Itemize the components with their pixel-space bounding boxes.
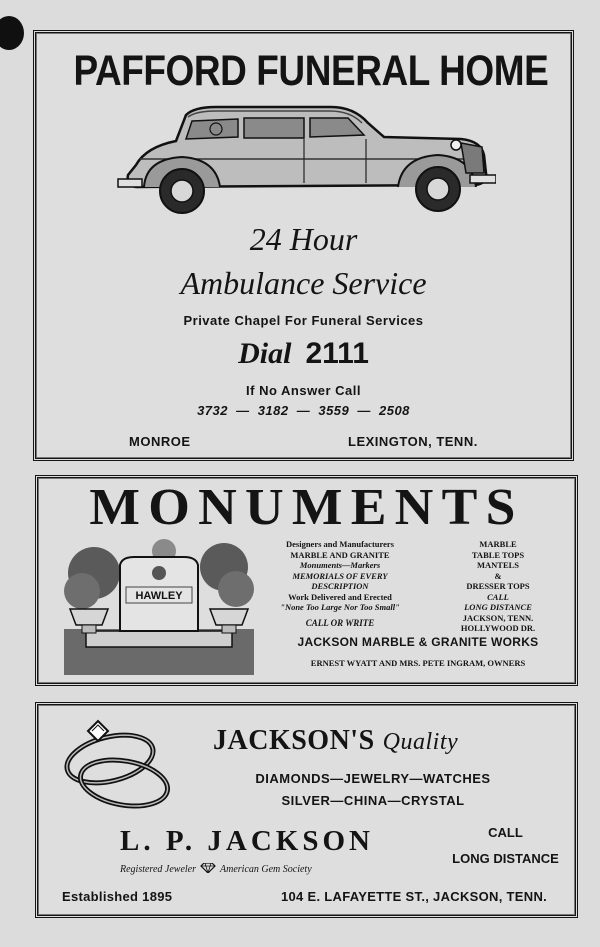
monuments-product-line: TABLE TOPS [471, 549, 525, 560]
dial-line [36, 337, 571, 371]
products-line-2: SILVER—CHINA—CRYSTAL [281, 793, 465, 808]
monuments-service-line: Work Delivered and Erected [288, 591, 392, 602]
jeweler-ad [35, 702, 578, 918]
headstone-illustration [64, 533, 254, 675]
monuments-title: MONUMENTS [89, 479, 524, 536]
rings-illustration [58, 713, 178, 813]
company-name: JACKSON MARBLE & GRANITE WORKS [297, 635, 539, 649]
right-town: LEXINGTON, TENN. [348, 434, 478, 449]
monuments-product-line: MANTELS [476, 560, 520, 570]
alternate-numbers: 3732 — 3182 — 3559 — 2508 [197, 403, 410, 418]
monuments-product-line: & [494, 570, 502, 581]
jeweler-name: L. P. JACKSON [120, 825, 374, 857]
monuments-ad [35, 475, 578, 686]
dial-word: Dial [238, 337, 292, 370]
monuments-services-column [270, 539, 410, 613]
quality-word: Quality [382, 729, 459, 755]
monuments-service-line: MARBLE AND GRANITE [290, 549, 390, 560]
jacksons-quality-headline [213, 725, 458, 757]
monuments-products-column [438, 539, 558, 634]
funeral-home-ad [33, 30, 574, 461]
monuments-product-line: HOLLYWOOD DR. [460, 623, 536, 633]
monuments-service-line: "None Too Large Nor Too Small" [280, 602, 400, 612]
call-or-write: CALL OR WRITE [305, 618, 375, 628]
service-hours: 24 Hour [249, 221, 358, 257]
store-address: 104 E. LAFAYETTE ST., JACKSON, TENN. [281, 889, 548, 904]
gem-society: American Gem Society [220, 864, 312, 875]
chapel-line: Private Chapel For Funeral Services [183, 313, 424, 328]
punch-hole [0, 16, 24, 50]
funeral-home-title: PAFFORD FUNERAL HOME [73, 47, 549, 95]
no-answer-line: If No Answer Call [246, 383, 361, 398]
hearse-illustration [116, 103, 496, 219]
established-year: Established 1895 [62, 889, 173, 904]
left-town: MONROE [129, 434, 191, 449]
products-line-1: DIAMONDS—JEWELRY—WATCHES [255, 771, 491, 786]
headline: JACKSON'S [213, 725, 375, 756]
registration-line [120, 863, 312, 875]
monuments-service-line: Monuments—Markers [299, 560, 381, 570]
registered-jeweler: Registered Jeweler [120, 864, 196, 875]
monuments-product-line: MARBLE [479, 539, 517, 549]
monuments-service-line: MEMORIALS OF EVERY [292, 570, 388, 581]
long-distance-label: LONG DISTANCE [452, 851, 559, 866]
monuments-service-line: Designers and Manufacturers [286, 539, 394, 549]
monuments-product-line: LONG DISTANCE [464, 602, 532, 612]
gem-icon [200, 863, 216, 873]
stone-name: HAWLEY [135, 590, 183, 602]
monuments-product-line: CALL [487, 591, 509, 602]
monuments-service-line: DESCRIPTION [311, 581, 369, 591]
monuments-product-line: DRESSER TOPS [466, 581, 530, 591]
owners-line: ERNEST WYATT AND MRS. PETE INGRAM, OWNERS [310, 658, 526, 668]
service-type: Ambulance Service [180, 265, 427, 301]
dial-number: 2111 [305, 337, 369, 370]
call-label: CALL [488, 825, 523, 840]
monuments-product-line: JACKSON, TENN. [462, 612, 534, 623]
